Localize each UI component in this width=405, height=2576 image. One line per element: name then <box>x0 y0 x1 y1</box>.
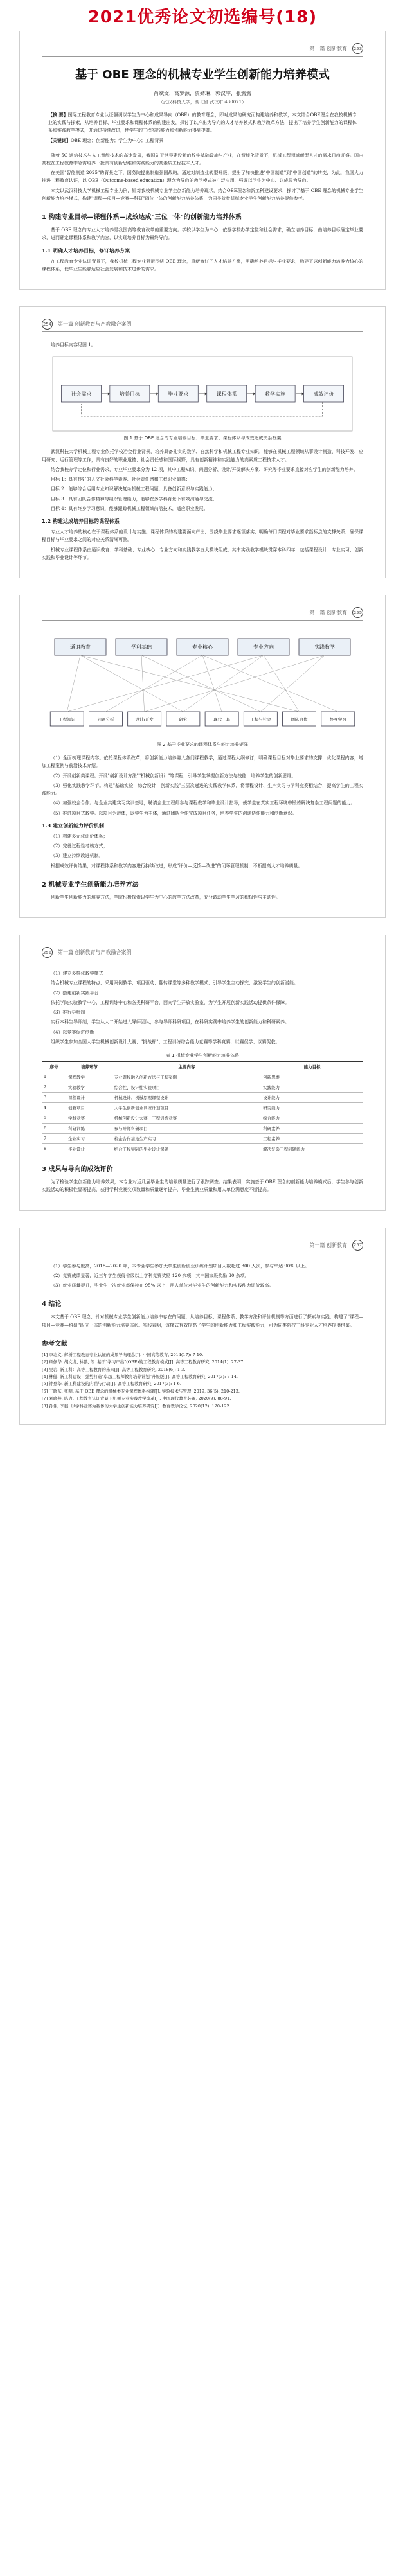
requirement-label: 工程知识 <box>59 717 76 723</box>
table-cell: 课程设计 <box>66 1093 113 1103</box>
keywords <box>42 137 363 145</box>
running-header <box>42 319 363 332</box>
affiliation: （武汉科技大学，湖北省 武汉市 430071） <box>158 100 247 105</box>
paragraph: （3）强化实践教学环节。构建"基础实验—综合设计—创新实践"三层次递进的实践教学体系，将课程设计、生产实习与学科竞赛相结合，提高学生的工程实践能力。 <box>42 782 363 797</box>
paper-page-1 <box>19 31 386 290</box>
table-cell: 1 <box>42 1072 66 1082</box>
paper-page-4 <box>19 935 386 1211</box>
paragraph: 本文以武汉科技大学机械工程专业为例，针对我校机械专业学生创新能力培养现状，结合OBE理念和新工科建设要求，探讨了基于 OBE 理念的机械专业学生创新能力培养模式，构建"课程—项目—竞赛—科研"四位一体的创新能力培养体系，为同类院校机械专业学生创新能力培养提供参考。 <box>42 188 363 201</box>
feedback-loop <box>81 402 322 416</box>
paper-page-2 <box>19 306 386 578</box>
table-row <box>42 1113 363 1124</box>
paragraph: 机械专业课程体系由通识教育、学科基础、专业核心、专业方向和实践教学五大模块组成，其中实践教学模块贯穿本科四年，包括课程设计、专业实习、创新实践和毕业设计等环节。 <box>42 547 363 560</box>
paragraph: 目标 4：具有终身学习意识，能够跟踪机械工程领域前沿技术，适应职业发展。 <box>51 506 208 511</box>
table-cell: 设计能力 <box>261 1093 363 1103</box>
page-number: 254 <box>42 319 53 330</box>
authors: 肖斌文，高梦源，贾婧琳，郭汉宇，张露露 <box>154 91 251 96</box>
paragraph: （1）建立多样化教学模式 <box>51 971 104 976</box>
keywords-label: 【关键词】 <box>48 137 71 143</box>
table-cell: 综合性、设计性实验项目 <box>113 1082 262 1093</box>
flow-box-label: 培养目标 <box>119 391 140 398</box>
abstract-text: 国际工程教育专业认证强调以学生为中心和成果导向（OBE）的教育理念，即对成果的研究而构建培养和教学，本文结合OBE理念在我校机械专业的实践与探索，从培养目标、毕业要求和课程体系的构建出发，探讨了以产出为导向的人才培养模式和教学改革方法，提出了培养学生创新能力的课程体系和实践教学模式，并通过持续改进，使学生的工程实践能力和创新能力得到提高。 <box>48 112 357 133</box>
support-link <box>67 655 80 712</box>
paragraph: （3）建立持续改进机制。 <box>51 853 104 859</box>
reference-item: [2] 顾佩华, 胡文龙, 林鹏, 等. 基于"学习产出"(OBE)的工程教育模式[J]. 高等工程教育研究, 2014(1): 27-37. <box>42 1359 245 1365</box>
support-link <box>105 655 203 712</box>
page-number: 257 <box>352 1240 363 1251</box>
table-cell: 机械创新设计大赛、工程训练竞赛 <box>113 1113 262 1124</box>
support-link <box>264 655 300 712</box>
table-cell: 实践能力 <box>261 1082 363 1093</box>
paragraph: （2）搭建创新实践平台 <box>51 990 99 996</box>
page-number: 256 <box>42 947 53 958</box>
course-module-label: 专业核心 <box>192 644 213 651</box>
table-1-caption: 表 1 机械专业学生创新能力培养体系 <box>166 1053 239 1059</box>
running-header-text: 第一篇 创新教育与产教融合案例 <box>58 949 132 956</box>
section-heading: 4 结论 <box>42 1301 62 1309</box>
paragraph: 基于 OBE 理念的专业人才培养是我国高等教育改革的重要方向。学校以学生为中心，依据学校办学定位和社会需求，确立培养目标，由培养目标确定毕业要求，进而确定课程体系和教学内容，以实现培养目标为最终导向。 <box>42 227 363 241</box>
support-link <box>80 655 183 712</box>
references-heading: 参考文献 <box>42 1340 68 1348</box>
arrow-head <box>156 393 158 396</box>
course-module-label: 专业方向 <box>253 644 274 651</box>
table-row <box>42 1103 363 1113</box>
paragraph: （5）推进项目式教学。以项目为载体，以学生为主体，通过团队合作完成项目任务，培养学生的沟通协作能力和创新意识。 <box>51 810 297 816</box>
table-row <box>42 1144 363 1154</box>
paragraph: 在美国"智能制造 2025"的背景之下，国务院提出制造强国战略，通过对制造业转型升级，提出了加快推进"中国制造"到"中国创造"的转变，为此，我国大力推进工程教育认证，以 OBE（Outcome-based education）理念为导向的教学模式被广泛应用，强调以学生为中心、以成果为导向。 <box>42 170 363 184</box>
table-cell: 创新项目 <box>66 1103 113 1113</box>
flow-box-label: 成效评价 <box>313 391 334 398</box>
running-header-text: 第一篇 创新教育 <box>309 1242 347 1248</box>
subsection-heading: 1.3 建立创新能力评价机制 <box>42 822 104 829</box>
paragraph: 结合我校办学定位和行业需求，专业毕业要求分为 12 项，其中工程知识、问题分析、设计/开发解决方案、研究等毕业要求直接对应学生的创新能力培养。 <box>51 466 358 472</box>
flow-box-label: 社会需求 <box>71 391 92 398</box>
banner-title: 2021优秀论文初选编号(18) <box>87 7 318 27</box>
paragraph: 依托学院实验教学中心、工程训练中心和各类科研平台，面向学生开放实验室，为学生开展创新实践活动提供条件保障。 <box>51 1000 289 1005</box>
table-cell: 专业课程融入创新方法与工程案例 <box>113 1072 262 1082</box>
table-cell: 7 <box>42 1134 66 1144</box>
course-module-label: 实践教学 <box>314 644 335 651</box>
table-cell: 2 <box>42 1082 66 1093</box>
reference-item: [3] 吴岩. 新工科：高等工程教育的未来[J]. 高等工程教育研究, 2018(6): 1-3. <box>42 1366 186 1372</box>
running-header-text: 第一篇 创新教育 <box>309 46 347 51</box>
paragraph: 目标 3：具有团队合作精神与组织管理能力，能够在多学科背景下有效沟通与交流； <box>51 496 217 502</box>
table-cell: 研究能力 <box>261 1103 363 1113</box>
table-cell: 创新思维 <box>261 1072 363 1082</box>
arrow-head <box>253 393 255 396</box>
table-cell: 课程教学 <box>66 1072 113 1082</box>
table-cell: 4 <box>42 1103 66 1113</box>
paragraph: 目标 2：能够综合运用专业知识解决复杂机械工程问题，具备创新意识与实践能力； <box>51 486 217 492</box>
references-list <box>42 1352 363 1409</box>
paragraph: （4）以竞赛促进创新 <box>51 1029 94 1035</box>
page-number: 253 <box>352 43 363 54</box>
table-cell: 大学生创新创业训练计划项目 <box>113 1103 262 1113</box>
paragraph: （3）就业质量提升，毕业生一次就业率保持在 95% 以上，用人单位对毕业生的创新能力和实践能力评价较高。 <box>51 1283 274 1289</box>
table-cell: 3 <box>42 1093 66 1103</box>
paragraph: 专业人才培养的核心在于课程体系的设计与实施。课程体系的构建要面向产出，围绕毕业要求逐项落实，明确每门课程对毕业要求指标点的支撑关系，确保课程目标与毕业要求之间的对应关系清晰可测。 <box>42 529 363 543</box>
table-header-cell: 序号 <box>42 1062 66 1072</box>
table-cell: 5 <box>42 1113 66 1124</box>
paper-page-5 <box>19 1228 386 1425</box>
paragraph: 实行本科生导师制，学生从大二开始进入导师团队，参与导师科研项目，在科研实践中培养学生的创新能力和科研素养。 <box>51 1019 289 1025</box>
table-cell: 结合工程实际的毕业设计课题 <box>113 1144 262 1154</box>
table-cell: 解决复杂工程问题能力 <box>261 1144 363 1154</box>
requirement-label: 研究 <box>179 717 188 723</box>
requirement-label: 设计/开发 <box>135 717 154 723</box>
subsection-heading: 1.2 构建达成培养目标的课程体系 <box>42 518 120 525</box>
table-cell: 6 <box>42 1124 66 1134</box>
table-cell: 科研训练 <box>66 1124 113 1134</box>
table-cell: 校企合作基地生产实习 <box>113 1134 262 1144</box>
table-cell: 实验教学 <box>66 1082 113 1093</box>
table-cell: 工程素养 <box>261 1134 363 1144</box>
requirement-label: 问题分析 <box>97 717 114 723</box>
table-cell: 学科竞赛 <box>66 1113 113 1124</box>
table-row <box>42 1093 363 1103</box>
reference-item: [5] 钟登华. 新工科建设的内涵与行动[J]. 高等工程教育研究, 2017(3): 1-6. <box>42 1381 181 1387</box>
running-header <box>42 1240 363 1253</box>
table-row <box>42 1082 363 1093</box>
table-row <box>42 1124 363 1134</box>
flow-box-label: 课程体系 <box>216 391 237 398</box>
support-link <box>183 655 264 712</box>
table-header-cell: 主要内容 <box>113 1062 262 1072</box>
requirement-label: 工程与社会 <box>250 717 271 723</box>
table-cell: 综合能力 <box>261 1113 363 1124</box>
requirement-label: 现代工具 <box>213 717 231 723</box>
table-cell: 企业实习 <box>66 1134 113 1144</box>
figure-2-diagram <box>45 630 360 739</box>
running-header <box>42 43 363 57</box>
paragraph: 目标 1：具有良好的人文社会科学素养、社会责任感和工程职业道德； <box>51 477 190 482</box>
abstract <box>42 112 363 135</box>
paper-title: 基于 OBE 理念的机械专业学生创新能力培养模式 <box>75 68 330 82</box>
support-link <box>141 655 145 712</box>
course-module-label: 通识教育 <box>70 644 91 651</box>
table-row <box>42 1134 363 1144</box>
paragraph: 根据成效评价结果，对课程体系和教学内容进行持续改进，形成"评价—反馈—改进"的闭环管理机制，不断提高人才培养质量。 <box>51 863 303 869</box>
paragraph: 为了检验学生创新能力培养效果，本专业对近几届毕业生的培养质量进行了跟踪调查。结果表明，实施基于 OBE 理念的创新能力培养模式后，学生参与创新实践活动的积极性显著提高，获得学科竞赛奖项数量和质量逐年提升，毕业生就业质量和用人单位满意度不断提高。 <box>42 1179 363 1193</box>
flow-box-label: 毕业要求 <box>168 391 189 398</box>
table-cell: 科研素养 <box>261 1124 363 1134</box>
table-cell: 机械设计、机械原理课程设计 <box>113 1093 262 1103</box>
course-module-label: 学科基础 <box>131 644 152 651</box>
paragraph: 创新学生创新能力的培养方法，学院积极探索以学生为中心的教学方法改革，充分调动学生学习的积极性与主动性。 <box>51 894 280 900</box>
running-header <box>42 607 363 621</box>
arrow-head <box>205 393 207 396</box>
running-header <box>42 947 363 960</box>
reference-item: [8] 孙伟, 李强. 以学科竞赛为载体的大学生创新能力培养研究[J]. 教育教学论坛, 2020(12): 120-122. <box>42 1403 231 1409</box>
arrow-head <box>302 393 304 396</box>
figure-1-diagram <box>51 355 354 432</box>
paragraph: （4）加强校企合作。与企业共建实习实训基地，聘请企业工程师参与课程教学和毕业设计指导，使学生在真实工程环境中锻炼解决复杂工程问题的能力。 <box>51 800 356 806</box>
abstract-label: 【摘 要】 <box>48 112 68 118</box>
section-heading: 3 成果与导向的成效评价 <box>42 1166 113 1174</box>
running-header-text: 第一篇 创新教育 <box>309 610 347 616</box>
paragraph: （1）全面梳理课程内容。依托课程体系改革，将创新能力培养融入各门课程教学，通过课程大纲修订，明确课程目标对毕业要求的支撑，优化课程内容，增加工程案例与前沿技术介绍。 <box>42 755 363 769</box>
page-number: 255 <box>352 607 363 618</box>
paragraph: （2）竞赛成绩显著，近三年学生获得省级以上学科竞赛奖励 120 余项，其中国家级奖励 30 余项。 <box>51 1273 249 1278</box>
table-header-cell: 培养环节 <box>66 1062 113 1072</box>
table-1 <box>42 1061 363 1154</box>
paragraph: （1）构建多元化评价体系； <box>51 833 108 839</box>
paragraph: （1）学生参与度高，2018—2020 年，本专业学生参加大学生创新创业训练计划项目人数超过 300 人次，参与率达 90% 以上。 <box>51 1263 310 1269</box>
paragraph: （2）完善过程性考核方式； <box>51 843 108 849</box>
figure-2-caption: 图 2 基于毕业要求的课程体系与能力培养矩阵 <box>157 742 248 748</box>
paragraph: 培养目标内容见图 1。 <box>51 342 96 348</box>
requirement-label: 团队合作 <box>291 717 308 723</box>
figure-1-caption: 图 1 基于 OBE 理念的专业培养目标、毕业要求、课程体系与成效达成关系框架 <box>123 436 282 441</box>
reference-item: [7] 刘晓燕, 陈力. 工程教育认证背景下机械专业实践教学改革[J]. 中国现代教育装备, 2020(9): 88-91. <box>42 1396 231 1402</box>
paper-page-3 <box>19 595 386 918</box>
banner <box>0 0 405 31</box>
reference-item: [4] 林健. 新工科建设：强势打造"卓越工程师教育培养计划"升级版[J]. 高等工程教育研究, 2017(3): 7-14. <box>42 1373 239 1379</box>
paragraph: （3）推行导师制 <box>51 1010 86 1016</box>
support-link <box>80 655 300 712</box>
reference-item: [6] 王晓东, 张明. 基于 OBE 理念的机械类专业课程体系构建[J]. 实验技术与管理, 2019, 36(5): 210-213. <box>42 1388 240 1394</box>
paragraph: 武汉科技大学机械工程专业依托学校冶金行业背景，培养具备扎实的数学、自然科学和机械工程专业知识，能够在机械工程领域从事设计制造、科技开发、应用研究、运行管理等工作，具有良好的职业道德、社会责任感和国际视野，具有创新精神和实践能力的高素质工程技术人才。 <box>42 449 363 463</box>
section-heading: 1 构建专业目标—课程体系—成效达成"三位一体"的创新能力培养体系 <box>42 214 242 222</box>
support-link <box>203 655 222 712</box>
keywords-text: OBE 理念；创新能力；学生为中心；工程背景 <box>71 137 164 143</box>
paragraph: 结合机械专业课程的特点，采用案例教学、项目驱动、翻转课堂等多种教学模式，引导学生主动探究，激发学生的创新潜能。 <box>51 980 298 986</box>
reference-item: [1] 李志义. 解析工程教育专业认证的成果导向理念[J]. 中国高等教育, 2014(17): 7-10. <box>42 1352 204 1357</box>
paragraph: （2）开设创新类课程。开设"创新设计方法""机械创新设计"等课程，引导学生掌握创新方法与技能，培养学生的创新思维。 <box>51 773 296 779</box>
table-cell: 8 <box>42 1144 66 1154</box>
paragraph: 组织学生参加全国大学生机械创新设计大赛、"挑战杯"、工程训练综合能力竞赛等学科竞赛，以赛促学、以赛促教。 <box>51 1039 280 1045</box>
table-row <box>42 1072 363 1082</box>
subsection-heading: 1.1 明确人才培养目标，修订培养方案 <box>42 247 130 254</box>
table-cell: 参与导师科研项目 <box>113 1124 262 1134</box>
table-cell: 毕业设计 <box>66 1144 113 1154</box>
paragraph: 本文基于 OBE 理念，针对机械专业学生创新能力培养中存在的问题，从培养目标、课程体系、教学方法和评价机制等方面进行了探索与实践，构建了"课程—项目—竞赛—科研"四位一体的创新能力培养体系。实践表明，该模式有效提高了学生的创新能力和工程实践能力，可为同类院校工科专业人才培养提供借鉴。 <box>42 1314 363 1328</box>
table-header-cell: 能力目标 <box>261 1062 363 1072</box>
section-heading: 2 机械专业学生创新能力培养方法 <box>42 881 139 888</box>
support-link <box>141 655 260 712</box>
paragraph: 随着 5G 通信技术与人工智能技术的高速发展，我国先于世界建设新的数字基础设施与产业，在智能化背景下，机械工程领域新型人才的需求日趋旺盛。国内高校在工程教育中急需培养一批具有创新思维和实践能力的高素质工程技术人才。 <box>42 152 363 166</box>
flow-box-label: 教学实施 <box>265 391 286 398</box>
paragraph: 在工程教育专业认证背景下，我校机械工程专业紧紧围绕 OBE 理念，重新修订了人才培养方案，明确培养目标与毕业要求，构建了以创新能力培养为核心的课程体系，使毕业生能够适应社会发展和技术进步的需求。 <box>42 258 363 272</box>
arrow-head <box>108 393 110 396</box>
running-header-text: 第一篇 创新教育与产教融合案例 <box>58 321 132 328</box>
requirement-label: 终身学习 <box>329 717 346 723</box>
